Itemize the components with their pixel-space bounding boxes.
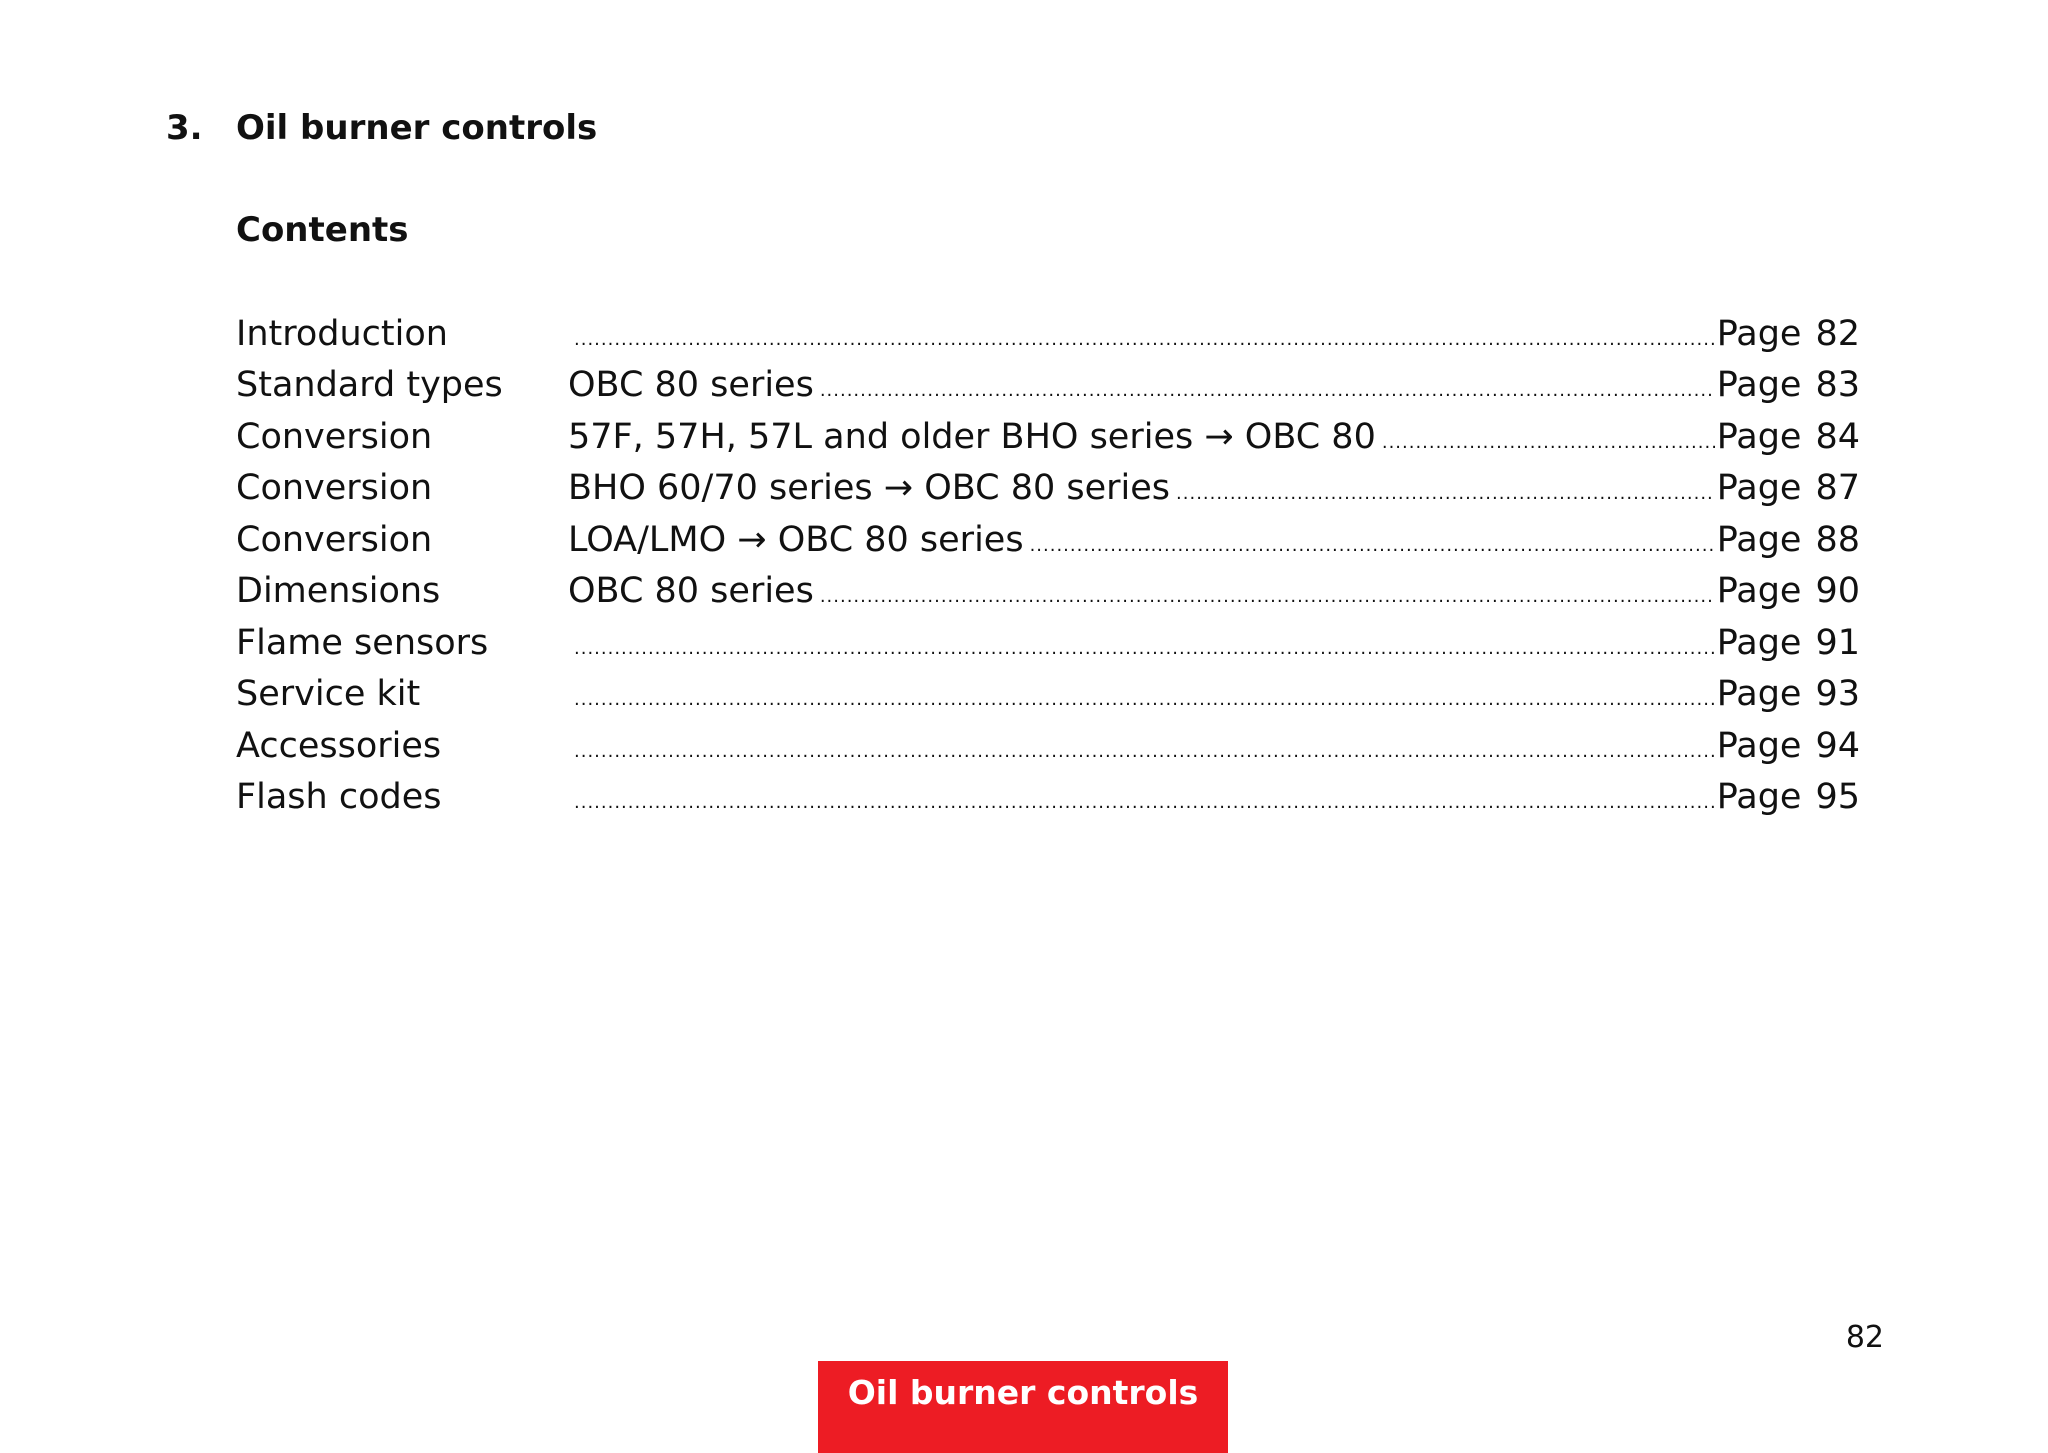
toc-page-number: 91 xyxy=(1815,622,1860,663)
toc-row[interactable] xyxy=(236,617,1860,669)
toc-page-number: 87 xyxy=(1815,468,1860,509)
dot-leader xyxy=(574,329,1715,350)
dot-leader xyxy=(574,792,1715,813)
toc-page-label: Page xyxy=(1716,674,1802,715)
toc-page-label: Page xyxy=(1716,571,1802,612)
toc-row[interactable] xyxy=(236,411,1860,463)
toc-description: LOA/LMO → OBC 80 series xyxy=(568,519,1024,560)
toc-page-label: Page xyxy=(1716,777,1802,818)
section-heading xyxy=(166,108,597,148)
contents-heading: Contents xyxy=(236,210,409,250)
dot-leader xyxy=(1176,483,1715,504)
toc-category: Conversion xyxy=(236,519,433,560)
toc-row[interactable] xyxy=(236,463,1860,515)
dot-leader xyxy=(1382,432,1715,453)
toc-page-label: Page xyxy=(1716,416,1802,457)
toc-page-label: Page xyxy=(1716,519,1802,560)
toc-row[interactable] xyxy=(236,669,1860,721)
toc-description: OBC 80 series xyxy=(568,365,814,406)
toc-page-number: 84 xyxy=(1815,416,1860,457)
toc-page-label: Page xyxy=(1716,365,1802,406)
toc-category: Flash codes xyxy=(236,777,442,818)
toc-row[interactable] xyxy=(236,514,1860,566)
toc-page-number: 90 xyxy=(1815,571,1860,612)
section-title: Oil burner controls xyxy=(236,108,598,148)
toc-page-label: Page xyxy=(1716,468,1802,509)
footer-section-tab: Oil burner controls xyxy=(818,1361,1228,1453)
toc-row[interactable] xyxy=(236,566,1860,618)
toc-row[interactable] xyxy=(236,308,1860,360)
toc-category: Service kit xyxy=(236,674,421,715)
toc-category: Flame sensors xyxy=(236,622,489,663)
toc-page-number: 95 xyxy=(1815,777,1860,818)
toc-page-label: Page xyxy=(1716,313,1802,354)
toc-category: Introduction xyxy=(236,313,448,354)
toc-row[interactable] xyxy=(236,360,1860,412)
toc-category: Accessories xyxy=(236,725,442,766)
page-number: 82 xyxy=(1845,1320,1884,1355)
toc-description: OBC 80 series xyxy=(568,571,814,612)
toc-row[interactable] xyxy=(236,720,1860,772)
section-number: 3. xyxy=(166,108,203,148)
toc-page-number: 88 xyxy=(1815,519,1860,560)
toc-category: Standard types xyxy=(236,365,503,406)
toc-page-number: 93 xyxy=(1815,674,1860,715)
toc-page-label: Page xyxy=(1716,622,1802,663)
toc-description: BHO 60/70 series → OBC 80 series xyxy=(568,468,1171,509)
toc-category: Conversion xyxy=(236,468,433,509)
dot-leader xyxy=(574,689,1715,710)
toc-page-number: 94 xyxy=(1815,725,1860,766)
dot-leader xyxy=(1030,535,1715,556)
toc-category: Conversion xyxy=(236,416,433,457)
toc-page-number: 83 xyxy=(1815,365,1860,406)
toc-page-number: 82 xyxy=(1815,313,1860,354)
toc-description: 57F, 57H, 57L and older BHO series → OBC 80 xyxy=(568,416,1376,457)
dot-leader xyxy=(820,586,1715,607)
dot-leader xyxy=(574,741,1715,762)
dot-leader xyxy=(574,638,1715,659)
dot-leader xyxy=(820,380,1715,401)
table-of-contents xyxy=(236,308,1860,823)
toc-row[interactable] xyxy=(236,772,1860,824)
toc-page-label: Page xyxy=(1716,725,1802,766)
toc-category: Dimensions xyxy=(236,571,441,612)
